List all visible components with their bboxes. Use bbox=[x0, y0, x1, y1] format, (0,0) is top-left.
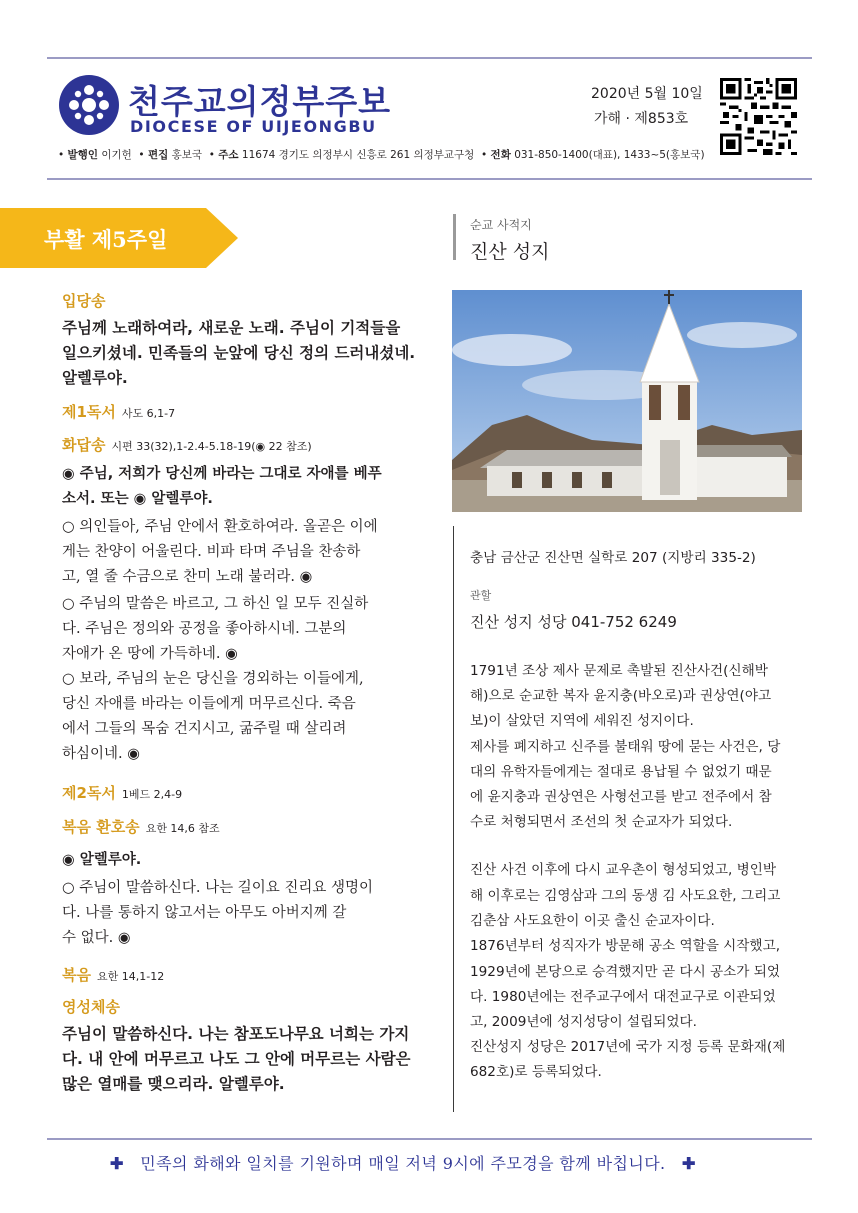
site-contact: 진산 성지 성당 041-752 6249 bbox=[470, 613, 677, 631]
newsletter-subtitle: DIOCESE OF UIJEONGBU bbox=[130, 117, 377, 136]
gospel bbox=[62, 964, 164, 985]
entrance-line: 일으키셨네. 민족들의 눈앞에 당신 정의 드러내셨네. bbox=[62, 344, 416, 362]
footer-text: 민족의 화해와 일치를 기원하며 매일 저녁 9시에 주모경을 함께 바칩니다. bbox=[140, 1154, 666, 1173]
acclamation-verse-line: 다. 나를 통하지 않고서는 아무도 아버지께 갈 bbox=[62, 905, 347, 921]
first-reading-title: 제1독서 bbox=[62, 403, 116, 421]
cross-icon: ✚ bbox=[682, 1154, 696, 1173]
site-history-line: 1929년에 본당으로 승격했지만 곧 다시 공소가 되었 bbox=[470, 964, 781, 980]
sunday-title: 부활 제5주일 bbox=[44, 227, 168, 252]
site-contact-label: 관할 bbox=[470, 589, 492, 602]
gospel-title: 복음 bbox=[62, 966, 91, 984]
communion-antiphon-title: 영성체송 bbox=[62, 998, 120, 1016]
psalm-verse-line: ○ 주님의 말씀은 바르고, 그 하신 일 모두 진실하 bbox=[62, 596, 369, 612]
gospel-acclamation bbox=[62, 816, 220, 837]
site-history-line: 대의 유학자들에게는 절대로 용납될 수 없었기 때문 bbox=[470, 764, 772, 780]
psalm-verse-line: ○ 보라, 주님의 눈은 당신을 경외하는 이들에게, bbox=[62, 671, 364, 687]
communion-line: 다. 내 안에 머무르고 나도 그 안에 머무르는 사람은 bbox=[62, 1050, 411, 1068]
acclamation-verse-line: 수 없다. ◉ bbox=[62, 930, 131, 946]
top-rule bbox=[47, 57, 812, 59]
address: 11674 경기도 의정부시 신흥로 261 의정부교구청 bbox=[241, 149, 475, 161]
site-history-line: 다. 1980년에는 전주교구에서 대전교구로 이관되었 bbox=[470, 989, 776, 1005]
psalm-title: 화답송 bbox=[62, 436, 106, 454]
communion-line: 많은 열매를 맺으리라. 알렐루야. bbox=[62, 1075, 285, 1093]
publication-info: • 발행인 이기헌 • 편집 홍보국 • 주소 11674 경기도 의정부시 신흥로 261 의정부교구청 • 전화 031-850-1400(대표), 1433~5(홍보국) bbox=[58, 149, 705, 161]
church-photo bbox=[452, 290, 802, 512]
site-history-line: 682호)로 등록되었다. bbox=[470, 1064, 602, 1080]
gospel-acclamation-title: 복음 환호송 bbox=[62, 818, 140, 836]
second-reading bbox=[62, 782, 182, 803]
address-label: 주소 bbox=[218, 149, 239, 161]
psalm-response-line: 소서. 또는 ◉ 알렐루야. bbox=[62, 491, 213, 507]
footer-prayer bbox=[110, 1151, 696, 1174]
editor-label: 편집 bbox=[147, 149, 169, 161]
site-history-line: 제사를 폐지하고 신주를 불태워 땅에 묻는 사건은, 당 bbox=[470, 739, 781, 755]
entrance-line: 알렐루야. bbox=[62, 369, 128, 387]
phone-label: 전화 bbox=[490, 149, 511, 161]
site-history-line: 보)이 살았던 지역에 세워진 성지이다. bbox=[470, 713, 694, 729]
site-history-line: 에 윤지충과 권상연은 사형선고를 받고 전주에서 참 bbox=[470, 789, 772, 805]
diocese-logo-icon bbox=[58, 74, 120, 136]
site-category: 순교 사적지 bbox=[470, 218, 532, 232]
site-history-line: 수로 처형되면서 조선의 첫 순교자가 되었다. bbox=[470, 814, 733, 830]
psalm-verse-line: 자애가 온 땅에 가득하네. ◉ bbox=[62, 646, 238, 662]
psalm-verse-line: 다. 주님은 정의와 공정을 좋아하시네. 그분의 bbox=[62, 621, 347, 637]
site-history-line: 1791년 조상 제사 문제로 촉발된 진산사건(신해박 bbox=[470, 663, 768, 679]
psalm-verse-line: 에서 그들의 목숨 건지시고, 굶주릴 때 살리려 bbox=[62, 721, 347, 737]
communion-line: 주님이 말씀하신다. 나는 참포도나무요 너희는 가지 bbox=[62, 1025, 410, 1043]
phone: 031-850-1400(대표), 1433~5(홍보국) bbox=[514, 149, 705, 161]
qr-code-icon[interactable] bbox=[720, 78, 797, 155]
publisher-label: 발행인 bbox=[67, 149, 98, 161]
site-header-bar bbox=[453, 214, 456, 260]
psalm-verse-line: 당신 자애를 바라는 이들에게 머무르신다. 죽음 bbox=[62, 696, 356, 712]
site-history-line: 고, 2009년에 성지성당이 설립되었다. bbox=[470, 1014, 697, 1030]
site-address: 충남 금산군 진산면 실학로 207 (지방리 335-2) bbox=[470, 550, 756, 566]
first-reading bbox=[62, 401, 175, 422]
psalm-response-line: ◉ 주님, 저희가 당신께 바라는 그대로 자애를 베푸 bbox=[62, 466, 382, 482]
site-history-line: 김춘삼 사도요한이 이곳 출신 순교자이다. bbox=[470, 913, 715, 929]
psalm bbox=[62, 434, 312, 455]
psalm-ref: 시편 33(32),1-2.4-5.18-19(◉ 22 참조) bbox=[111, 440, 312, 453]
entrance-antiphon-text bbox=[62, 316, 434, 391]
entrance-line: 주님께 노래하여라, 새로운 노래. 주님이 기적들을 bbox=[62, 319, 401, 337]
psalm-verse-line: ○ 의인들아, 주님 안에서 환호하여라. 올곧은 이에 bbox=[62, 519, 378, 535]
first-reading-ref: 사도 6,1-7 bbox=[121, 407, 176, 420]
column-divider bbox=[453, 526, 454, 1112]
publisher: 이기헌 bbox=[101, 149, 132, 161]
psalm-verse-line: 게는 찬양이 어울린다. 비파 타며 주님을 찬송하 bbox=[62, 544, 361, 560]
gospel-acclamation-ref: 요한 14,6 참조 bbox=[145, 822, 220, 835]
editor: 홍보국 bbox=[171, 149, 203, 161]
gospel-ref: 요한 14,1-12 bbox=[96, 970, 165, 983]
site-history-line: 해 이후로는 김영삼과 그의 동생 김 사도요한, 그리고 bbox=[470, 888, 781, 904]
header-bottom-rule bbox=[47, 178, 812, 180]
communion-antiphon-text bbox=[62, 1022, 434, 1097]
issue-number: 가해 · 제853호 bbox=[594, 111, 689, 127]
second-reading-title: 제2독서 bbox=[62, 784, 116, 802]
site-history-line: 진산 사건 이후에 다시 교우촌이 형성되었고, 병인박 bbox=[470, 862, 777, 878]
acclamation-response: ◉ 알렐루야. bbox=[62, 852, 142, 868]
site-history-line: 해)으로 순교한 복자 윤지충(바오로)과 권상연(야고 bbox=[470, 688, 772, 704]
newsletter-title: 천주교의정부주보 bbox=[128, 82, 392, 121]
acclamation-verse-line: ○ 주님이 말씀하신다. 나는 길이요 진리요 생명이 bbox=[62, 880, 374, 896]
issue-date: 2020년 5월 10일 bbox=[591, 86, 703, 102]
second-reading-ref: 1베드 2,4-9 bbox=[121, 788, 183, 801]
site-history-line: 1876년부터 성직자가 방문해 공소 역할을 시작했고, bbox=[470, 938, 781, 954]
psalm-verse-line: 하심이네. ◉ bbox=[62, 746, 140, 762]
psalm-verse-line: 고, 열 줄 수금으로 찬미 노래 불러라. ◉ bbox=[62, 569, 313, 585]
site-history-line: 진산성지 성당은 2017년에 국가 지정 등록 문화재(제 bbox=[470, 1039, 786, 1055]
footer-top-rule bbox=[47, 1138, 812, 1140]
cross-icon: ✚ bbox=[110, 1154, 124, 1173]
entrance-antiphon-title: 입당송 bbox=[62, 292, 106, 310]
site-name: 진산 성지 bbox=[470, 241, 550, 263]
